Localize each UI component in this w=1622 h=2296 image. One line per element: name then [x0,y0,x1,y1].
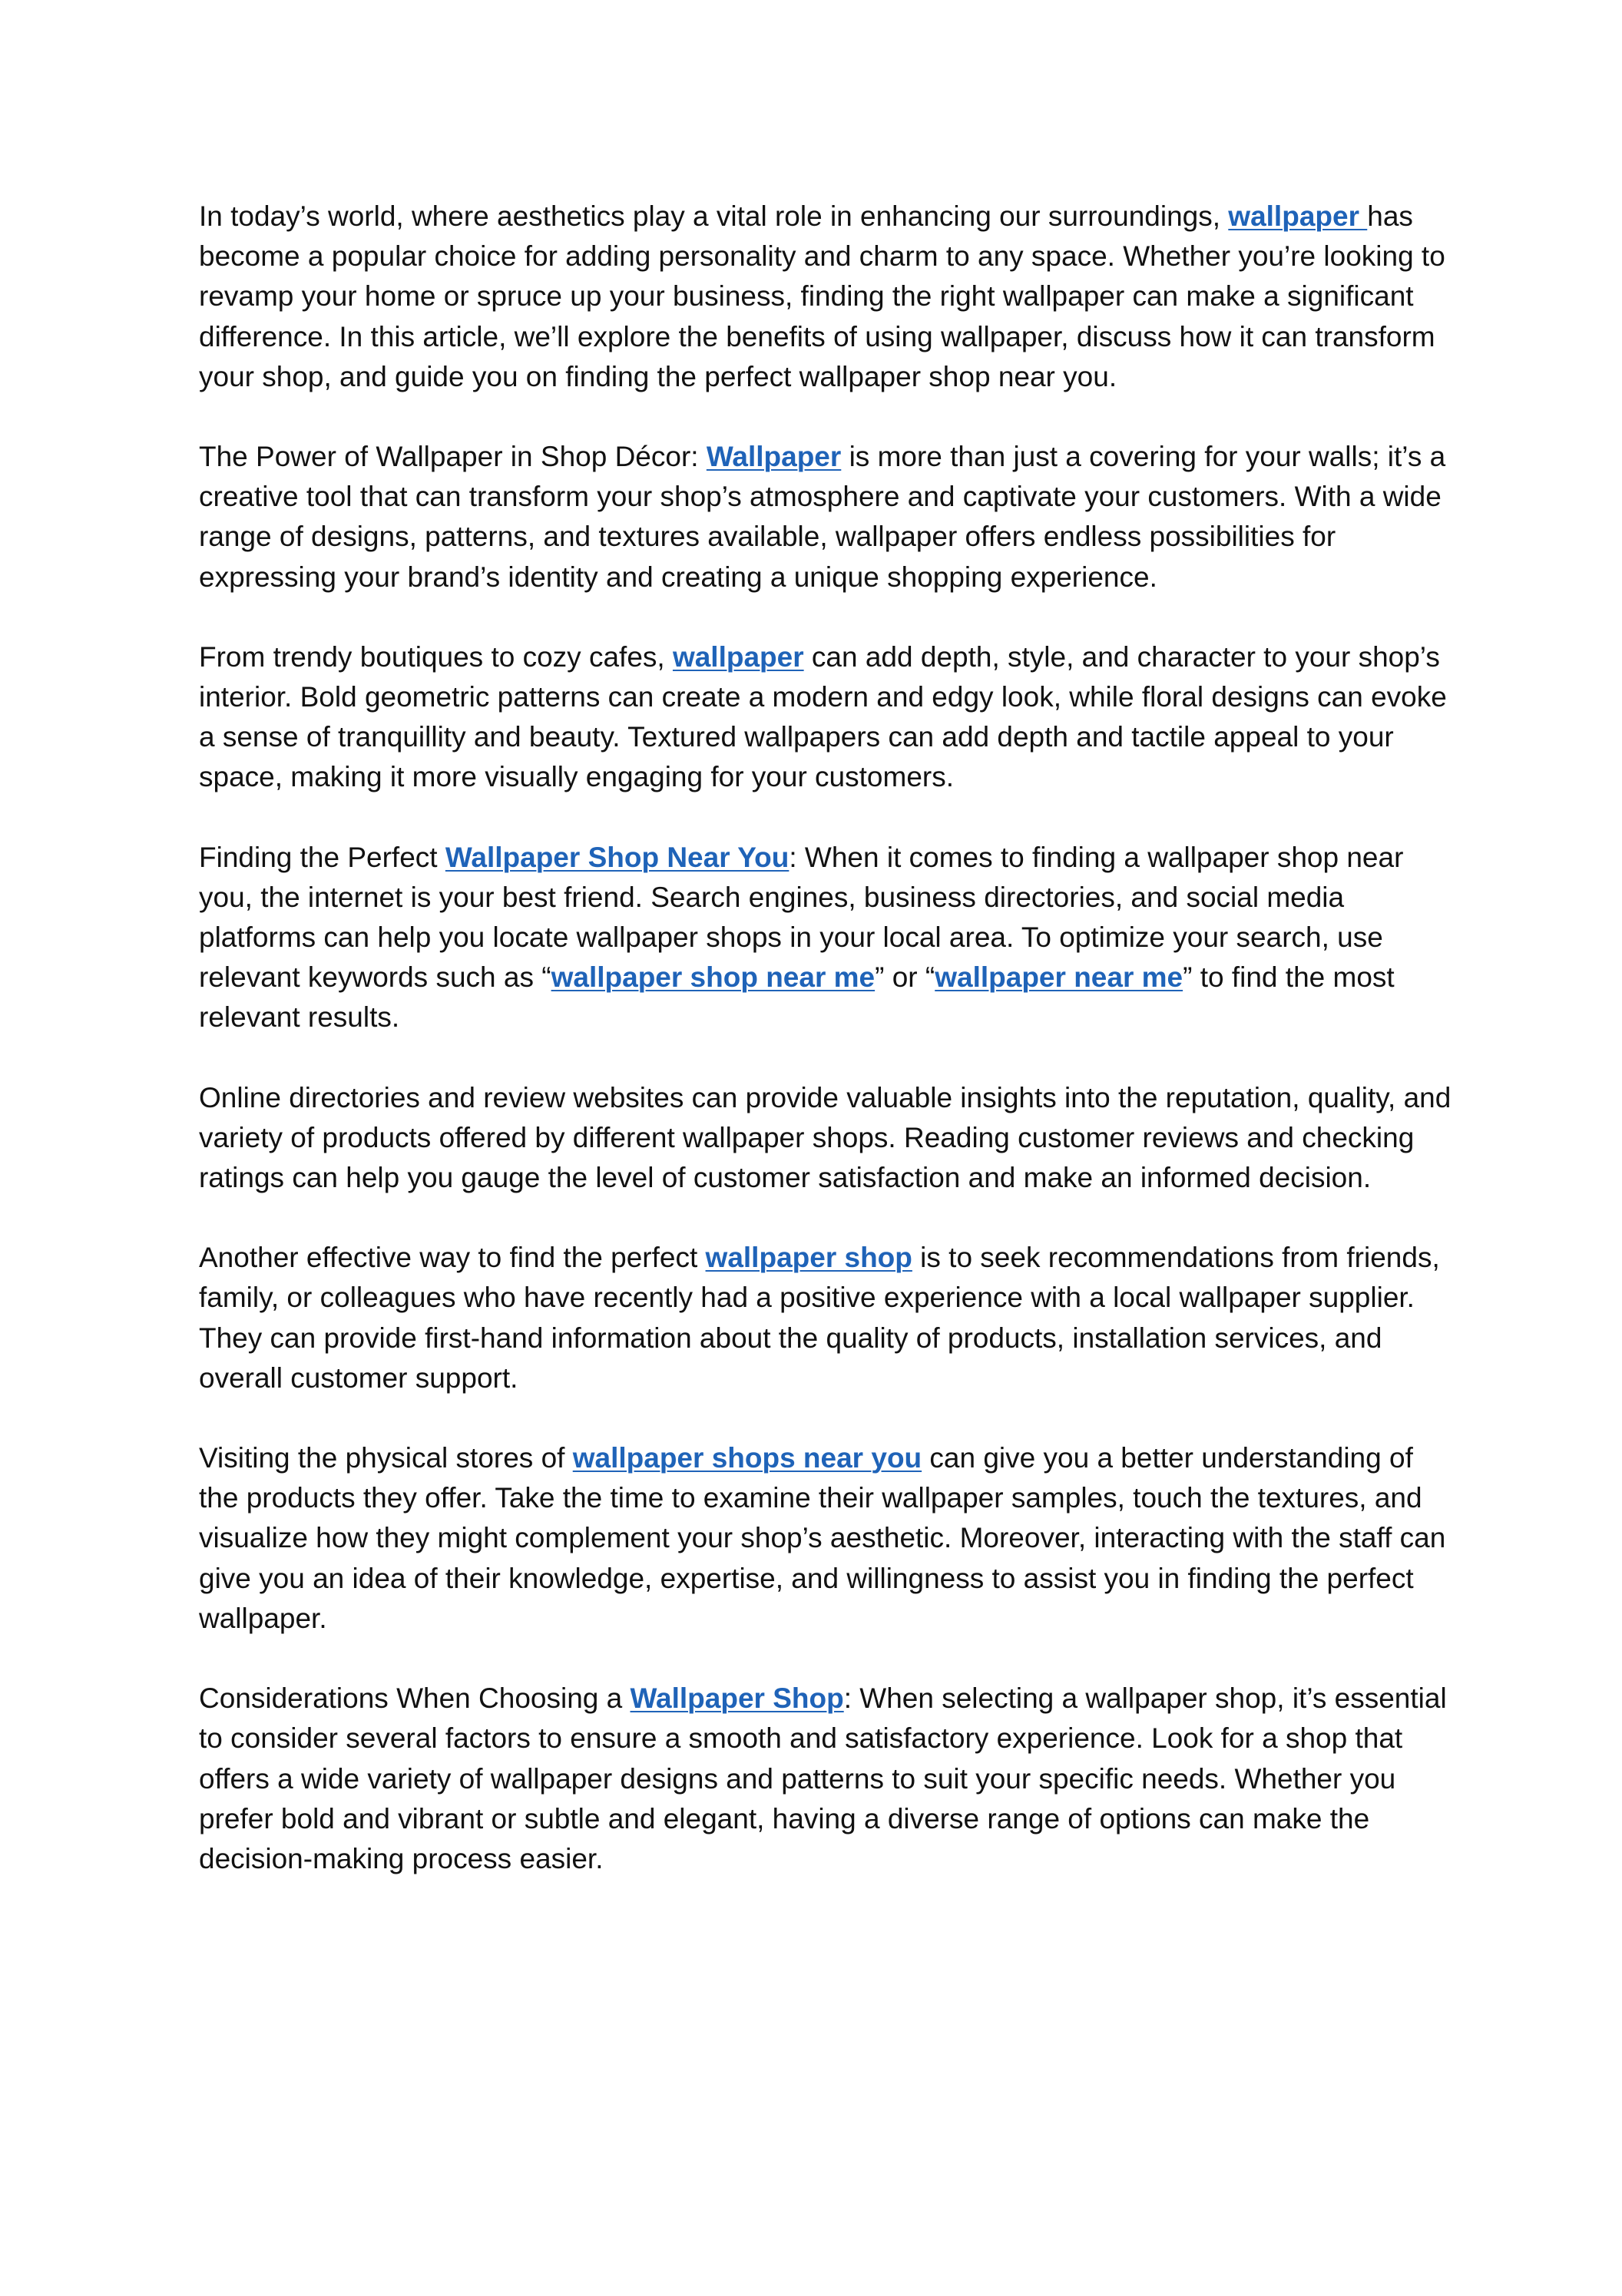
paragraph-text: is to seek recommendations from friends, family, or colleagues who have recently had a positive experience with a local wallpaper supplier. They can provide first-hand information about the quality of products, installation services, and overall customer support. [199,1242,1448,1394]
paragraph-text: In today’s world, where aesthetics play a vital role in enhancing our surroundings, [199,200,1229,232]
paragraph-text: Another effective way to find the perfect [199,1242,706,1274]
paragraph [199,1679,1458,1879]
inline-link[interactable]: wallpaper near me [935,961,1183,994]
paragraph-text: Considerations When Choosing a [199,1682,631,1715]
paragraph-text: can add depth, style, and character to your shop’s interior. Bold geometric patterns can create a modern and edgy look, while floral designs can evoke a sense of tranquillity and beauty. Textured wallpapers can add depth and tactile appeal to your space, making it more visually engaging for your customers. [199,640,1455,793]
inline-link[interactable]: Wallpaper Shop [630,1682,844,1715]
inline-link[interactable]: wallpaper shops near you [572,1442,922,1474]
inline-link[interactable]: wallpaper [1228,200,1368,232]
paragraph-text: The Power of Wallpaper in Shop Décor: [199,441,707,473]
document-page [199,197,1458,1919]
paragraph-text: is more than just a covering for your walls; it’s a creative tool that can transform your shop’s atmosphere and captivate your customers. With a wide range of designs, patterns, and textures available, wallpaper offers endless possibilities for expressing your brand’s identity and creating a unique shopping experience. [199,441,1454,593]
paragraph-text: Finding the Perfect [199,841,445,873]
paragraph-text: From trendy boutiques to cozy cafes, [199,640,673,673]
paragraph [199,838,1458,1038]
paragraph-text: can give you a better understanding of the products they offer. Take the time to examine their wallpaper samples, touch the textures, and visualize how they might complement your shop’s aesthetic. Moreover, interacting with the staff can give you an idea of their knowledge, expertise, and willingness to assist you in finding the perfect wallpaper. [199,1442,1454,1634]
paragraph-text: ” or “ [875,961,935,994]
inline-link[interactable]: wallpaper shop near me [551,961,876,994]
paragraph [199,1238,1458,1398]
paragraph-text: Online directories and review websites can provide valuable insights into the reputation, quality, and variety of products offered by different wallpaper shops. Reading customer reviews and checking ratings can help you gauge the level of customer satisfaction and make an informed decision. [199,1081,1459,1194]
paragraph-text: Visiting the physical stores of [199,1442,573,1474]
paragraph [199,1078,1458,1199]
paragraph [199,437,1458,597]
paragraph [199,1438,1458,1639]
paragraph-text: : When it comes to finding a wallpaper shop near you, the internet is your best friend. Search engines, business directories, and social media platforms can help you locate wallpaper shops in your local area. To optimize your search, use relevant keywords such as “ [199,841,1412,994]
paragraph [199,197,1458,397]
paragraph-text: ” to find the most relevant results. [199,961,1402,1034]
paragraph-text: has become a popular choice for adding personality and charm to any space. Whether you’re looking to revamp your home or spruce up your business, finding the right wallpaper can make a significant difference. In this article, we’ll explore the benefits of using wallpaper, discuss how it can transform your shop, and guide you on finding the perfect wallpaper shop near you. [199,200,1454,392]
inline-link[interactable]: wallpaper shop [705,1242,912,1274]
inline-link[interactable]: Wallpaper Shop Near You [445,841,789,873]
inline-link[interactable]: wallpaper [672,640,804,673]
paragraph-text: : When selecting a wallpaper shop, it’s essential to consider several factors to ensure a smooth and satisfactory experience. Look for a shop that offers a wide variety of wallpaper designs and patterns to suit your specific needs. Whether you prefer bold and vibrant or subtle and elegant, having a diverse range of options can make the decision-making process easier. [199,1682,1455,1874]
inline-link[interactable]: Wallpaper [706,441,842,473]
paragraph [199,637,1458,798]
